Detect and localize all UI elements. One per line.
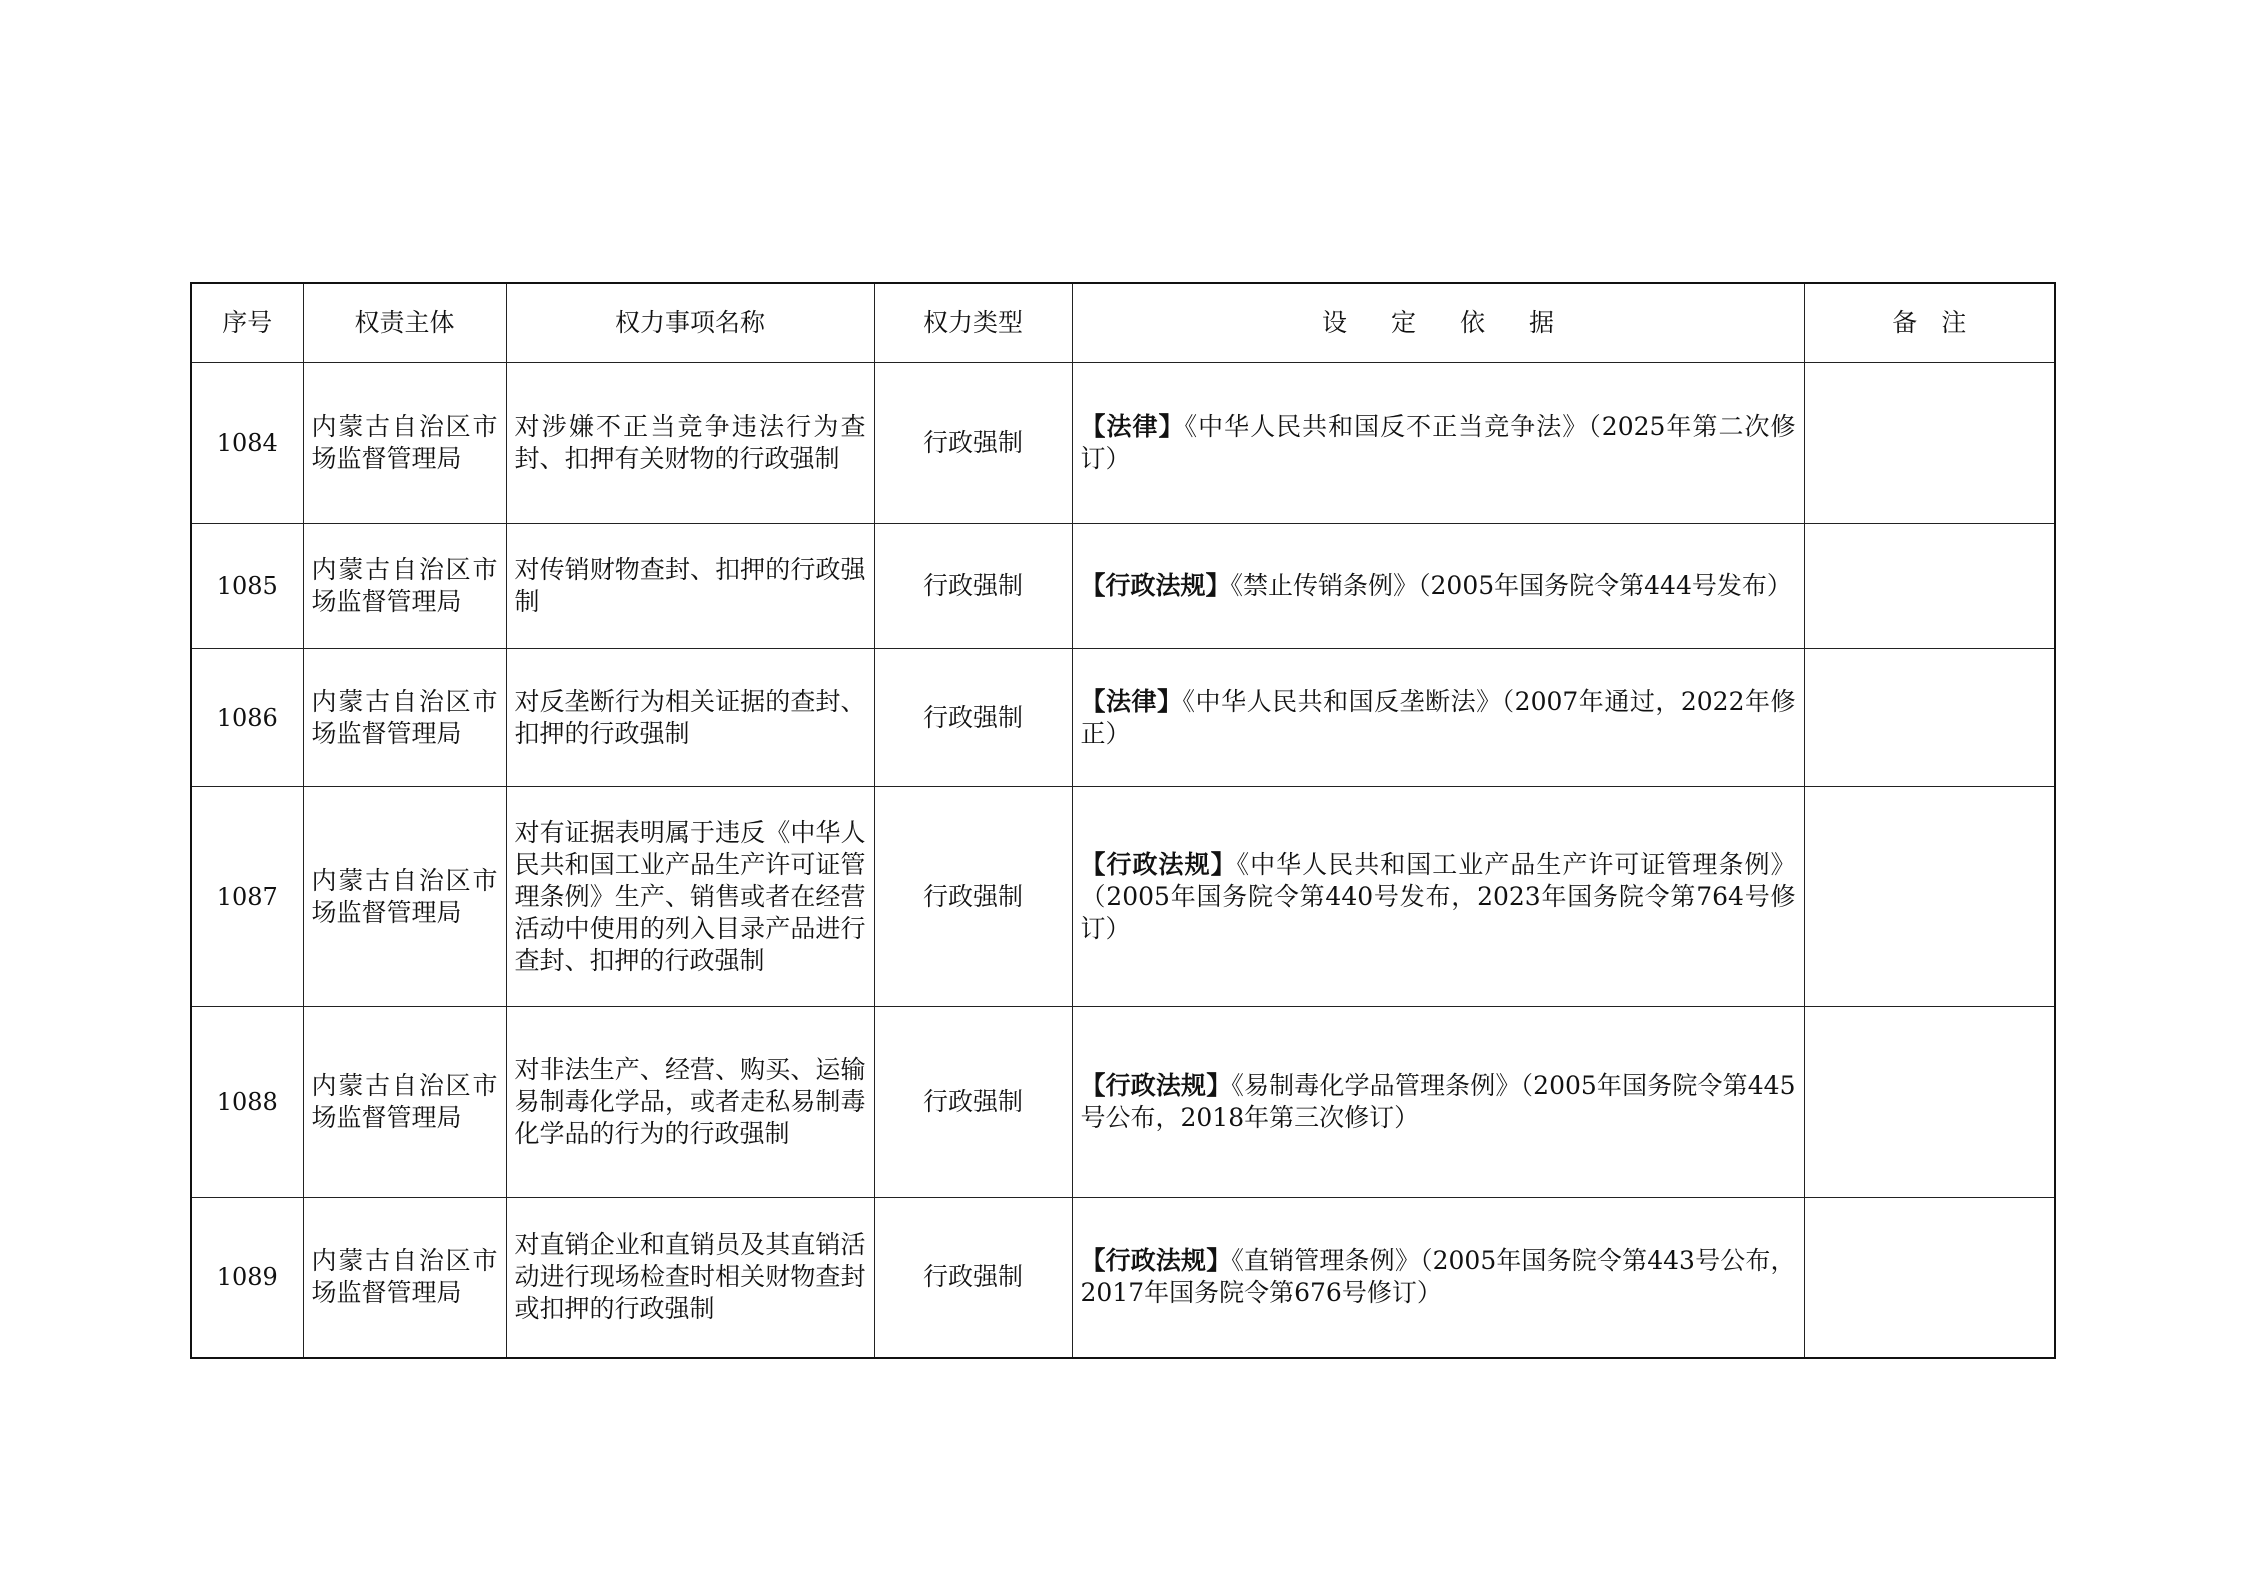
row-note xyxy=(1804,1198,2055,1358)
row-index: 1084 xyxy=(191,363,303,524)
row-type: 行政强制 xyxy=(874,649,1072,787)
row-type: 行政强制 xyxy=(874,1007,1072,1198)
row-index: 1086 xyxy=(191,649,303,787)
row-note xyxy=(1804,1007,2055,1198)
table-row xyxy=(191,524,2055,649)
header-note: 备 注 xyxy=(1804,283,2055,363)
basis-text: 《中华人民共和国反不正当竞争法》（2025年第二次修订） xyxy=(1080,412,1796,473)
header-item: 权力事项名称 xyxy=(506,283,874,363)
row-type: 行政强制 xyxy=(874,787,1072,1007)
row-note xyxy=(1804,787,2055,1007)
row-basis xyxy=(1072,787,1804,1007)
table-row xyxy=(191,363,2055,524)
header-type: 权力类型 xyxy=(874,283,1072,363)
basis-text: 《中华人民共和国反垄断法》（2007年通过，2022年修正） xyxy=(1080,686,1796,748)
row-subject: 内蒙古自治区市场监督管理局 xyxy=(303,524,506,649)
row-item: 对涉嫌不正当竞争违法行为查封、扣押有关财物的行政强制 xyxy=(506,363,874,524)
header-index: 序号 xyxy=(191,283,303,363)
basis-text: 《禁止传销条例》（2005年国务院令第444号发布） xyxy=(1230,571,1792,600)
row-subject: 内蒙古自治区市场监督管理局 xyxy=(303,649,506,787)
row-item: 对非法生产、经营、购买、运输易制毒化学品，或者走私易制毒化学品的行为的行政强制 xyxy=(506,1007,874,1198)
header-subject: 权责主体 xyxy=(303,283,506,363)
row-subject: 内蒙古自治区市场监督管理局 xyxy=(303,1198,506,1358)
basis-text: 《易制毒化学品管理条例》（2005年国务院令第445号公布，2018年第三次修订） xyxy=(1080,1071,1796,1132)
row-basis xyxy=(1072,524,1804,649)
row-item: 对直销企业和直销员及其直销活动进行现场检查时相关财物查封或扣押的行政强制 xyxy=(506,1198,874,1358)
row-basis xyxy=(1072,363,1804,524)
row-basis xyxy=(1072,1007,1804,1198)
basis-tag: 【行政法规】 xyxy=(1080,571,1231,600)
table-row xyxy=(191,1198,2055,1358)
power-list-table xyxy=(190,282,2056,1359)
header-row xyxy=(191,283,2055,363)
basis-tag: 【法律】 xyxy=(1080,686,1183,716)
basis-tag: 【法律】 xyxy=(1080,412,1185,441)
row-type: 行政强制 xyxy=(874,363,1072,524)
row-item: 对反垄断行为相关证据的查封、扣押的行政强制 xyxy=(506,649,874,787)
row-index: 1088 xyxy=(191,1007,303,1198)
row-note xyxy=(1804,363,2055,524)
row-note xyxy=(1804,524,2055,649)
row-item: 对传销财物查封、扣押的行政强制 xyxy=(506,524,874,649)
basis-tag: 【行政法规】 xyxy=(1080,1246,1232,1276)
row-index: 1087 xyxy=(191,787,303,1007)
row-subject: 内蒙古自治区市场监督管理局 xyxy=(303,787,506,1007)
row-index: 1089 xyxy=(191,1198,303,1358)
row-basis xyxy=(1072,1198,1804,1358)
row-item: 对有证据表明属于违反《中华人民共和国工业产品生产许可证管理条例》生产、销售或者在经营活动中使用的列入目录产品进行查封、扣押的行政强制 xyxy=(506,787,874,1007)
row-subject: 内蒙古自治区市场监督管理局 xyxy=(303,1007,506,1198)
row-index: 1085 xyxy=(191,524,303,649)
basis-text: 《中华人民共和国工业产品生产许可证管理条例》（2005年国务院令第440号发布，2023年国务院令第764号修订） xyxy=(1080,849,1796,943)
basis-tag: 【行政法规】 xyxy=(1080,1071,1232,1100)
row-basis xyxy=(1072,649,1804,787)
row-type: 行政强制 xyxy=(874,1198,1072,1358)
table-row xyxy=(191,1007,2055,1198)
basis-tag: 【行政法规】 xyxy=(1080,849,1237,879)
table-row xyxy=(191,649,2055,787)
row-type: 行政强制 xyxy=(874,524,1072,649)
basis-text: 《直销管理条例》（2005年国务院令第443号公布，2017年国务院令第676号修订） xyxy=(1080,1246,1796,1308)
header-basis: 设 定 依 据 xyxy=(1072,283,1804,363)
table-row xyxy=(191,787,2055,1007)
row-subject: 内蒙古自治区市场监督管理局 xyxy=(303,363,506,524)
row-note xyxy=(1804,649,2055,787)
